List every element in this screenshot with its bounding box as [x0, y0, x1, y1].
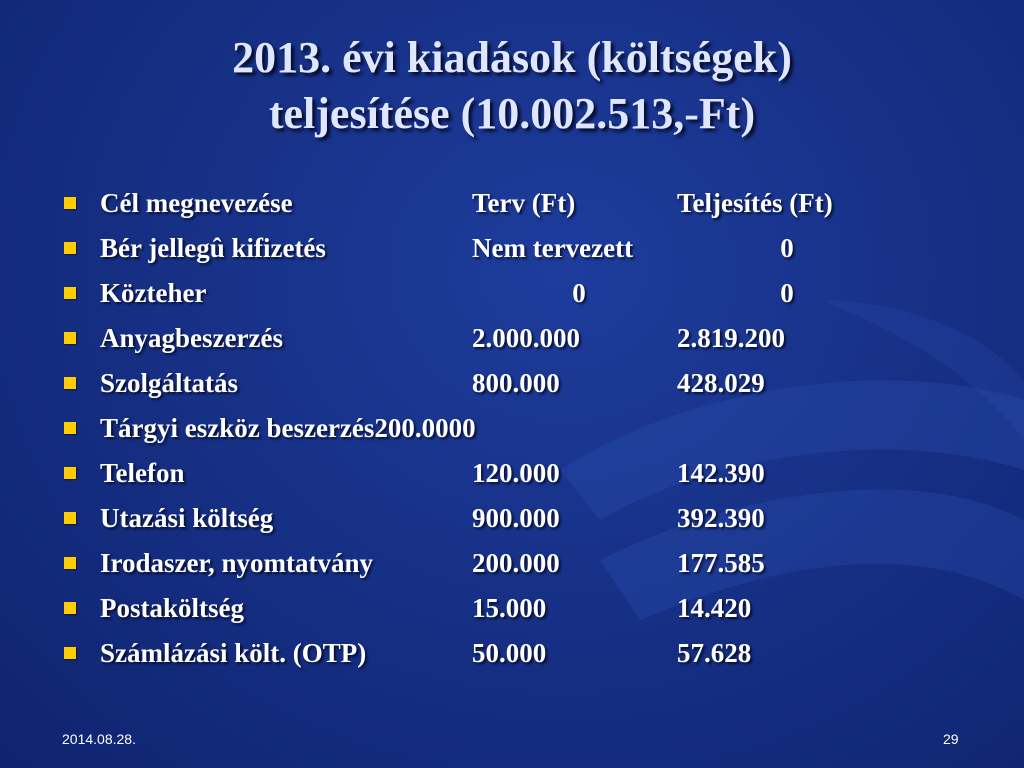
row-name: Számlázási költ. (OTP) — [100, 638, 367, 668]
row-name: Irodaszer, nyomtatvány — [100, 548, 374, 578]
bullet-icon — [64, 377, 76, 389]
title-line-1: 2013. évi kiadások (költségek) — [232, 33, 792, 82]
row-name: Szolgáltatás — [100, 368, 238, 398]
slide-title — [0, 30, 1024, 142]
row-actual: 57.628 — [677, 638, 752, 668]
row-actual: 428.029 — [677, 368, 765, 398]
table-row — [60, 451, 980, 496]
page-number: 29 — [943, 731, 959, 747]
row-plan: 200.0000 — [374, 413, 476, 443]
row-plan: 200.000 — [472, 548, 560, 578]
row-plan: 0 — [572, 278, 586, 308]
table-row — [60, 316, 980, 361]
row-plan: 120.000 — [472, 458, 560, 488]
footer-date: 2014.08.28. — [62, 731, 136, 747]
title-line-2: teljesítése (10.002.513,-Ft) — [268, 89, 756, 138]
row-plan: Nem tervezett — [472, 233, 634, 263]
row-plan: 50.000 — [472, 638, 547, 668]
row-name: Bér jellegû kifizetés — [100, 233, 326, 263]
row-name: Utazási költség — [100, 503, 274, 533]
row-plan: 2.000.000 — [472, 323, 580, 353]
row-name: Postaköltség — [100, 593, 244, 623]
bullet-icon — [64, 422, 76, 434]
bullet-icon — [64, 467, 76, 479]
row-actual: 14.420 — [677, 593, 752, 623]
row-name-with-plan — [100, 406, 476, 451]
table-row — [60, 361, 980, 406]
table-header-row — [60, 181, 980, 226]
bullet-icon — [64, 332, 76, 344]
row-actual: 392.390 — [677, 503, 765, 533]
header-name: Cél megnevezése — [100, 188, 293, 218]
row-plan: 15.000 — [472, 593, 547, 623]
row-name: Anyagbeszerzés — [100, 323, 283, 353]
header-plan: Terv (Ft) — [472, 188, 576, 218]
row-actual: 0 — [780, 278, 794, 308]
table-row — [60, 496, 980, 541]
row-actual: 177.585 — [677, 548, 765, 578]
bullet-icon — [64, 287, 76, 299]
row-actual: 142.390 — [677, 458, 765, 488]
row-plan: 900.000 — [472, 503, 560, 533]
row-plan: 800.000 — [472, 368, 560, 398]
table-row — [60, 271, 980, 316]
bullet-icon — [64, 242, 76, 254]
bullet-icon — [64, 647, 76, 659]
row-actual: 2.819.200 — [677, 323, 785, 353]
bullet-icon — [64, 512, 76, 524]
expense-table — [60, 181, 980, 676]
table-row — [60, 541, 980, 586]
table-row — [60, 226, 980, 271]
table-row — [60, 631, 980, 676]
bullet-icon — [64, 557, 76, 569]
row-actual: 0 — [780, 233, 794, 263]
bullet-icon — [64, 602, 76, 614]
header-actual: Teljesítés (Ft) — [677, 188, 833, 218]
row-name: Telefon — [100, 458, 185, 488]
row-name: Közteher — [100, 278, 207, 308]
bullet-icon — [64, 197, 76, 209]
table-row — [60, 406, 980, 451]
row-name: Tárgyi eszköz beszerzés — [100, 413, 375, 443]
table-row — [60, 586, 980, 631]
